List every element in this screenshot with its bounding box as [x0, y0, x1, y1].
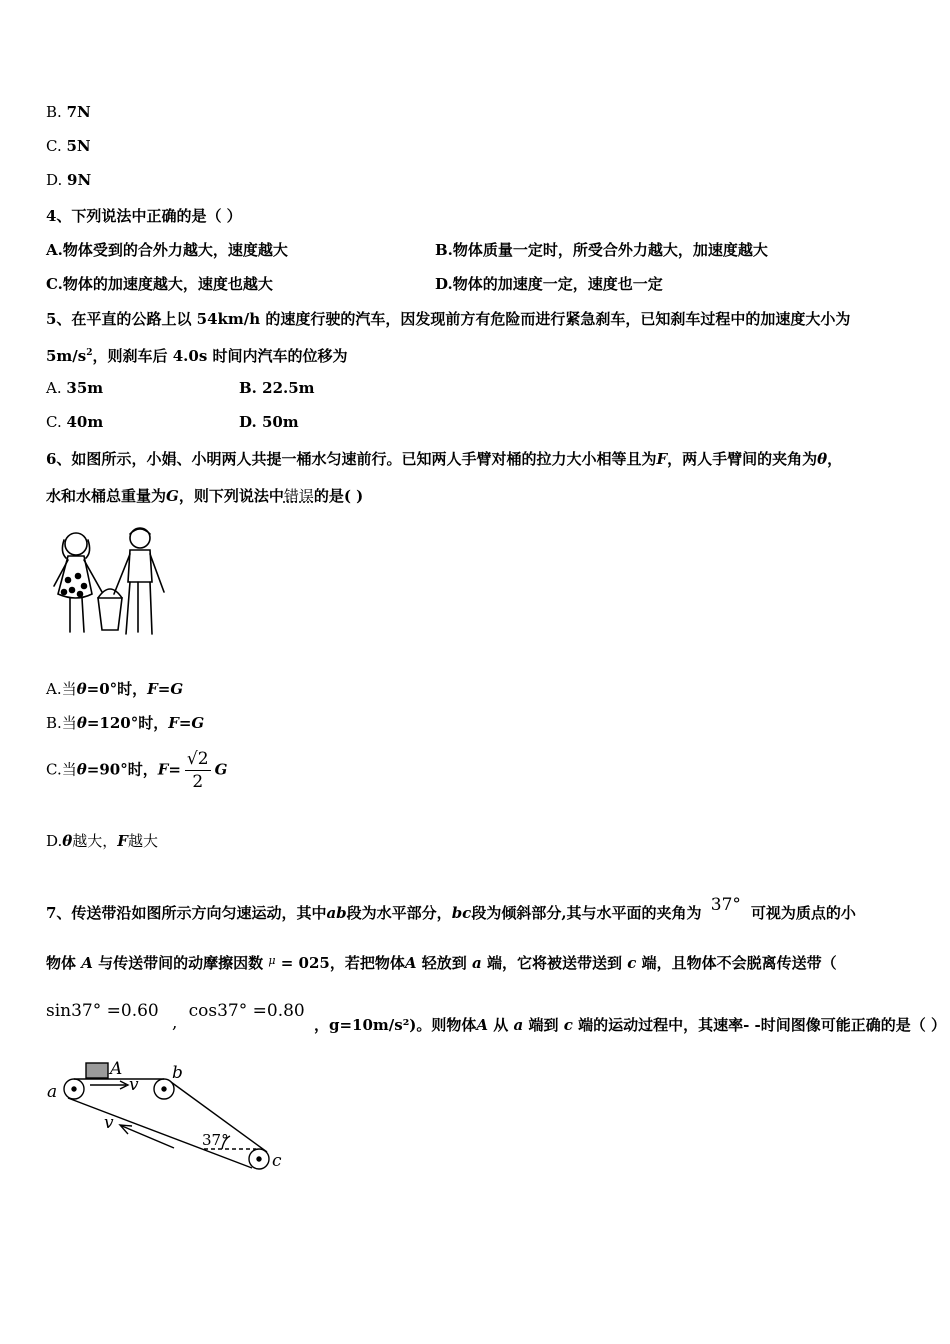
- label-c: c: [272, 1151, 282, 1171]
- q5-option-b: B. 22.5m: [239, 379, 315, 397]
- q4-option-c: C.物体的加速度越大，速度也越大: [46, 275, 273, 293]
- boy-arms: [114, 554, 164, 594]
- label-block-a: A: [110, 1059, 123, 1079]
- boy-shirt: [128, 550, 152, 582]
- q5-option-c: C. 40m: [46, 413, 104, 431]
- conveyor-belt-diagram: [44, 1054, 294, 1178]
- q5-stem-line1: 5、在平直的公路上以 54km/h 的速度行驶的汽车，因发现前方有危险而进行紧急刹车，已知刹车过程中的加速度大小为: [46, 310, 851, 328]
- label-v-top: v: [129, 1075, 139, 1095]
- q6-option-b: B.当θ=120°时，F=G: [46, 714, 205, 732]
- q6-option-a: A.当θ=0°时，F=G: [46, 680, 184, 698]
- label-b: b: [172, 1063, 183, 1083]
- label-angle: 37°: [202, 1131, 229, 1149]
- q5-stem-line2: $5m/s^2$，则刹车后 4.0s 时间内汽车的位移为: [46, 347, 348, 365]
- q4-stem: 4、下列说法中正确的是（ ）: [46, 207, 242, 225]
- block-a: [86, 1063, 108, 1078]
- q7-stem-line3: sin37° =0.60 , cos37° =0.80 ，g=10m/s²)。则物体A 从 a 端到 c 端的运动过程中，其速率- -时间图像可能正确的是（ ）: [46, 1001, 947, 1034]
- q7-stem-line1: 7、传送带沿如图所示方向匀速运动，其中ab段为水平部分，bc段为倾斜部分,其与水平面的夹角为 37° 可视为质点的小: [46, 895, 856, 922]
- q7-stem-line2: 物体 A 与传送带间的动摩擦因数 $^\mu$ = 025，若把物体A 轻放到 a 端，它将被送带送到 c 端，且物体不会脱离传送带（: [46, 954, 837, 972]
- girl-head: [65, 533, 87, 555]
- q5-option-d: D. 50m: [239, 413, 299, 431]
- q6-stem-line2: 水和水桶总重量为G，则下列说法中错误的是( ): [46, 487, 364, 505]
- children-carrying-bucket-illustration: [46, 522, 172, 642]
- girl-legs: [70, 598, 84, 632]
- q6-option-c: C.当θ=90°时，F= $\frac{√2}{2}$ G: [46, 749, 228, 792]
- q3-option-c: C. 5N: [46, 137, 91, 155]
- q6-option-d: D.θ越大，F越大: [46, 832, 158, 850]
- label-a: a: [47, 1082, 58, 1102]
- sqrt2-over-2-fraction: $\frac{√2}{2}$: [186, 749, 209, 792]
- boy-legs: [126, 582, 152, 634]
- boy-hair: [130, 529, 150, 534]
- velocity-arrow-lower: [122, 1126, 174, 1148]
- q5-option-a: A. 35m: [46, 379, 104, 397]
- q3-option-d: D. 9N: [46, 171, 92, 189]
- label-v-lower: v: [104, 1113, 114, 1133]
- q6-stem-line1: 6、如图所示，小娟、小明两人共提一桶水匀速前行。已知两人手臂对桶的拉力大小相等且为F，两人手臂间的夹角为θ，: [46, 450, 843, 468]
- bucket: [98, 598, 122, 630]
- q4-option-a: A.物体受到的合外力越大，速度越大: [46, 241, 288, 259]
- q4-option-d: D.物体的加速度一定，速度也一定: [435, 275, 663, 293]
- q4-option-b: B.物体质量一定时，所受合外力越大，加速度越大: [435, 241, 768, 259]
- q3-option-b: B. 7N: [46, 103, 91, 121]
